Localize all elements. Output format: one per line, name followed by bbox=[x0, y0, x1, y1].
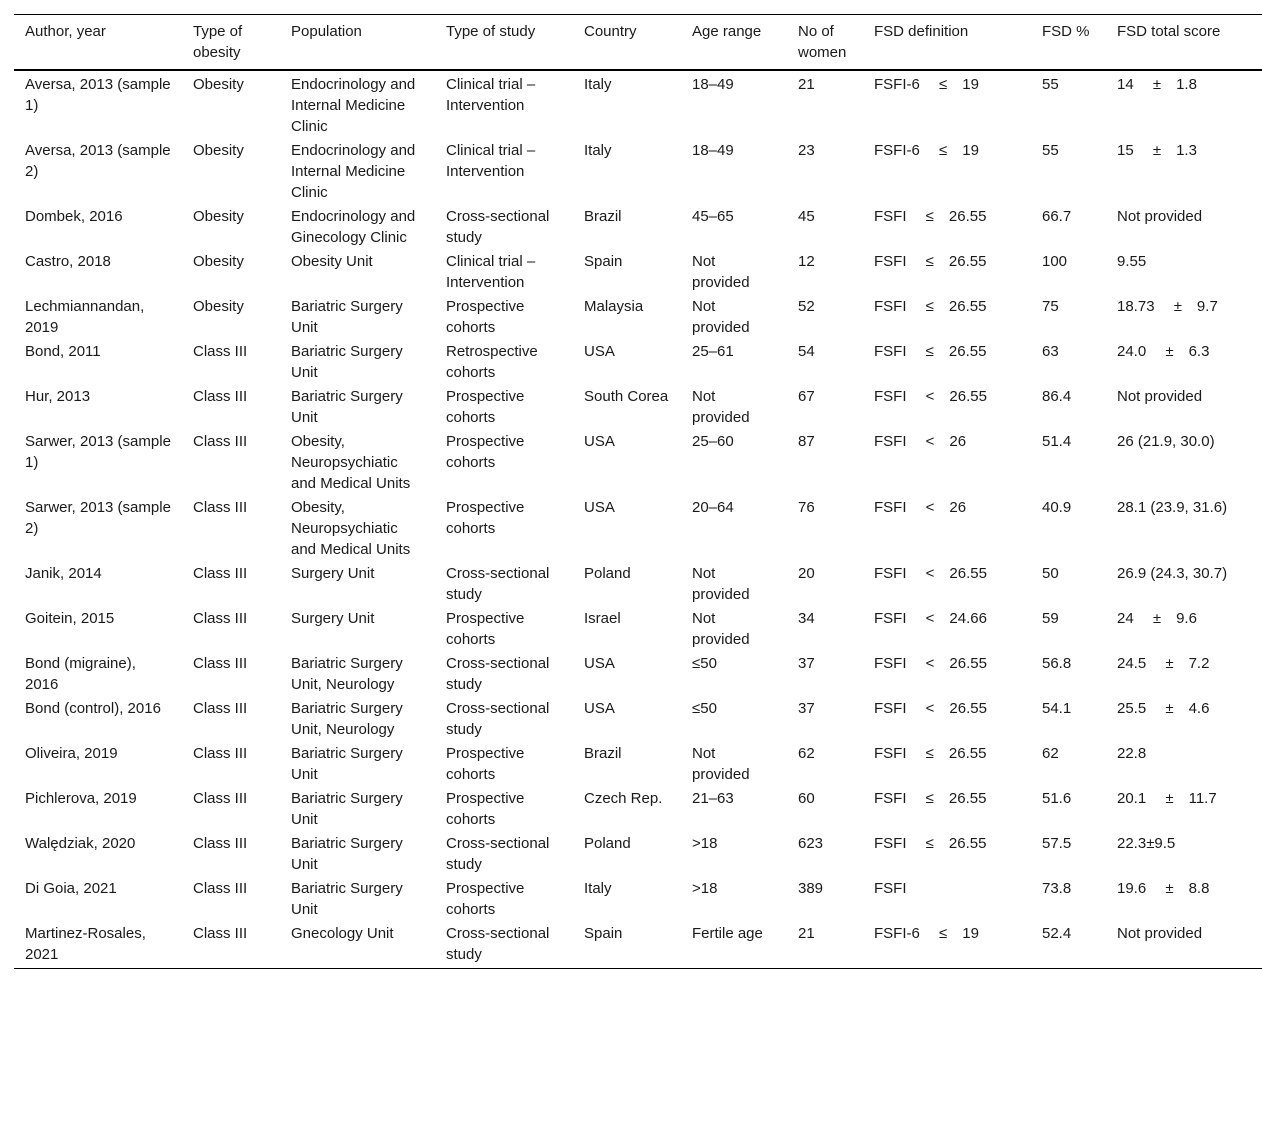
cell-fsd-definition: FSFI-6 ≤ 19 bbox=[863, 921, 1031, 969]
cell-obesity-type: Class III bbox=[193, 388, 248, 405]
cell-fsd-definition: FSFI ≤ 26.55 bbox=[874, 343, 987, 360]
cell-author: Hur, 2013 bbox=[25, 388, 91, 405]
cell-country: South Corea bbox=[584, 388, 669, 405]
cell-obesity-type: Class III bbox=[193, 343, 248, 360]
table-row bbox=[14, 138, 1262, 204]
table-row bbox=[14, 786, 1262, 831]
cell-women-count: 87 bbox=[798, 433, 815, 450]
cell-country: Poland bbox=[584, 565, 631, 582]
cell-women-count: 54 bbox=[798, 343, 815, 360]
cell-women-count: 67 bbox=[798, 388, 815, 405]
cell-fsd-definition: FSFI < 26.55 bbox=[874, 655, 987, 672]
cell-obesity-type: Obesity bbox=[193, 298, 244, 315]
cell-population: Surgery Unit bbox=[291, 565, 375, 582]
cell-age-range: ≤50 bbox=[692, 700, 717, 717]
header-fsd-percent: FSD % bbox=[1031, 15, 1106, 71]
cell-obesity-type: Class III bbox=[193, 499, 248, 516]
cell-women-count: 52 bbox=[798, 298, 815, 315]
table-row bbox=[14, 741, 1262, 786]
cell-country: Italy bbox=[584, 142, 612, 159]
cell-fsd-percent: 59 bbox=[1042, 610, 1059, 627]
cell-fsd-percent: 75 bbox=[1042, 298, 1059, 315]
cell-study-type: Clinical trial – Intervention bbox=[446, 76, 536, 114]
cell-fsd-definition: FSFI < 26.55 bbox=[874, 700, 987, 717]
cell-age-range: 18–49 bbox=[692, 76, 734, 93]
table-row bbox=[14, 561, 1262, 606]
cell-women-count: 60 bbox=[798, 790, 815, 807]
cell-fsd-definition: FSFI bbox=[874, 880, 907, 897]
cell-author: Lechmiannandan, 2019 bbox=[25, 298, 145, 336]
cell-study-type: Prospective cohorts bbox=[446, 388, 525, 426]
cell-fsd-score: 19.6 ± 8.8 bbox=[1117, 880, 1210, 897]
table-row bbox=[14, 696, 1262, 741]
cell-author: Bond (control), 2016 bbox=[25, 700, 161, 717]
cell-women-count: 23 bbox=[798, 142, 815, 159]
cell-obesity-type: Class III bbox=[193, 610, 248, 627]
cell-population: Bariatric Surgery Unit bbox=[291, 790, 403, 828]
cell-fsd-score: 24.0 ± 6.3 bbox=[1117, 343, 1210, 360]
cell-fsd-percent: 56.8 bbox=[1042, 655, 1072, 672]
table-row bbox=[14, 339, 1262, 384]
header-row bbox=[14, 15, 1262, 71]
header-obesity-type: Type of obesity bbox=[182, 15, 280, 71]
cell-fsd-score: 25.5 ± 4.6 bbox=[1117, 700, 1210, 717]
cell-population: Bariatric Surgery Unit, Neurology bbox=[291, 655, 403, 693]
cell-fsd-score: 15 ± 1.3 bbox=[1117, 142, 1197, 159]
cell-women-count: 37 bbox=[798, 655, 815, 672]
cell-country: Poland bbox=[584, 835, 631, 852]
cell-author: Di Goia, 2021 bbox=[25, 880, 117, 897]
cell-author: Dombek, 2016 bbox=[25, 208, 123, 225]
cell-women-count: 34 bbox=[798, 610, 815, 627]
table-row bbox=[14, 606, 1262, 651]
cell-author: Janik, 2014 bbox=[25, 565, 102, 582]
cell-country: Italy bbox=[584, 880, 612, 897]
table-row bbox=[14, 204, 1262, 249]
cell-fsd-percent: 50 bbox=[1042, 565, 1059, 582]
cell-age-range: >18 bbox=[692, 880, 718, 897]
cell-fsd-definition: FSFI-6 ≤ 19 bbox=[874, 142, 979, 159]
cell-age-range: 21–63 bbox=[692, 790, 734, 807]
cell-fsd-percent: 51.4 bbox=[1042, 433, 1072, 450]
cell-fsd-definition: FSFI < 24.66 bbox=[874, 610, 987, 627]
cell-fsd-score: 14 ± 1.8 bbox=[1117, 76, 1197, 93]
cell-study-type: Clinical trial – Intervention bbox=[446, 142, 536, 180]
table-row bbox=[14, 921, 1262, 969]
cell-fsd-percent: 40.9 bbox=[1042, 499, 1072, 516]
table-row bbox=[14, 876, 1262, 921]
cell-country: Brazil bbox=[584, 745, 622, 762]
cell-women-count: 623 bbox=[798, 835, 824, 852]
cell-country: Czech Rep. bbox=[584, 790, 663, 807]
cell-fsd-score: Not provided bbox=[1117, 388, 1203, 405]
cell-author: Bond (migraine), 2016 bbox=[25, 655, 136, 693]
cell-age-range: 25–60 bbox=[692, 433, 734, 450]
cell-fsd-definition: FSFI ≤ 26.55 bbox=[874, 298, 987, 315]
cell-women-count: 20 bbox=[798, 565, 815, 582]
cell-age-range: Fertile age bbox=[681, 921, 787, 969]
table-row bbox=[14, 294, 1262, 339]
cell-age-range: Not provided bbox=[692, 610, 750, 648]
cell-obesity-type: Class III bbox=[193, 790, 248, 807]
cell-population: Bariatric Surgery Unit bbox=[291, 745, 403, 783]
cell-study-type: Prospective cohorts bbox=[446, 880, 525, 918]
cell-fsd-definition: FSFI ≤ 26.55 bbox=[874, 790, 987, 807]
cell-population: Bariatric Surgery Unit bbox=[291, 388, 403, 426]
cell-fsd-score: 22.8 bbox=[1117, 745, 1147, 762]
cell-study-type: Cross-sectional study bbox=[446, 208, 550, 246]
cell-study-type: Prospective cohorts bbox=[446, 433, 525, 471]
cell-age-range: Not provided bbox=[692, 745, 750, 783]
cell-author: Aversa, 2013 (sample 1) bbox=[25, 76, 171, 114]
cell-population: Surgery Unit bbox=[291, 610, 375, 627]
cell-age-range: Not provided bbox=[692, 388, 750, 426]
cell-author: Castro, 2018 bbox=[25, 253, 111, 270]
cell-fsd-score: 18.73 ± 9.7 bbox=[1117, 298, 1218, 315]
cell-fsd-definition: FSFI ≤ 26.55 bbox=[874, 745, 987, 762]
cell-population: Endocrinology and Internal Medicine Clinic bbox=[291, 76, 416, 135]
header-study-type: Type of study bbox=[435, 15, 573, 71]
header-author: Author, year bbox=[14, 15, 182, 71]
cell-author: Oliveira, 2019 bbox=[25, 745, 118, 762]
cell-fsd-score: 24.5 ± 7.2 bbox=[1117, 655, 1210, 672]
cell-women-count: 12 bbox=[798, 253, 815, 270]
table-body bbox=[14, 70, 1262, 969]
cell-population: Bariatric Surgery Unit bbox=[291, 880, 403, 918]
cell-obesity-type: Class III bbox=[193, 835, 248, 852]
header-fsd-definition: FSD definition bbox=[863, 15, 1031, 71]
cell-author: Pichlerova, 2019 bbox=[25, 790, 137, 807]
cell-obesity-type: Class III bbox=[193, 880, 248, 897]
cell-fsd-percent: 73.8 bbox=[1042, 880, 1072, 897]
cell-fsd-percent: 54.1 bbox=[1042, 700, 1072, 717]
cell-fsd-definition: FSFI < 26 bbox=[874, 499, 967, 516]
studies-table bbox=[14, 14, 1262, 969]
table-row bbox=[14, 831, 1262, 876]
cell-study-type: Prospective cohorts bbox=[446, 499, 525, 537]
cell-fsd-score: 26 (21.9, 30.0) bbox=[1117, 433, 1215, 450]
cell-population: Obesity, Neuropsychiatic and Medical Units bbox=[291, 499, 411, 558]
cell-obesity-type: Obesity bbox=[193, 142, 244, 159]
cell-fsd-definition: FSFI-6 ≤ 19 bbox=[874, 76, 979, 93]
cell-fsd-percent: 55 bbox=[1042, 142, 1059, 159]
cell-women-count: 62 bbox=[798, 745, 815, 762]
cell-population: Bariatric Surgery Unit bbox=[291, 835, 403, 873]
cell-country: USA bbox=[584, 499, 615, 516]
cell-obesity-type: Class III bbox=[193, 745, 248, 762]
header-population: Population bbox=[280, 15, 435, 71]
cell-obesity-type: Obesity bbox=[193, 76, 244, 93]
cell-fsd-percent: 51.6 bbox=[1042, 790, 1072, 807]
cell-fsd-definition: FSFI ≤ 26.55 bbox=[874, 208, 987, 225]
cell-age-range: >18 bbox=[692, 835, 718, 852]
cell-country: USA bbox=[584, 433, 615, 450]
table-row bbox=[14, 429, 1262, 495]
cell-author: Martinez-Rosales, 2021 bbox=[14, 921, 182, 969]
cell-age-range: 25–61 bbox=[692, 343, 734, 360]
cell-study-type: Retrospective cohorts bbox=[446, 343, 538, 381]
cell-fsd-percent: 63 bbox=[1042, 343, 1059, 360]
table-row bbox=[14, 249, 1262, 294]
cell-population: Obesity, Neuropsychiatic and Medical Units bbox=[291, 433, 411, 492]
cell-country: Malaysia bbox=[584, 298, 644, 315]
cell-study-type: Cross-sectional study bbox=[446, 835, 550, 873]
table-row bbox=[14, 651, 1262, 696]
cell-population: Endocrinology and Ginecology Clinic bbox=[291, 208, 416, 246]
header-fsd-score: FSD total score bbox=[1106, 15, 1262, 71]
cell-fsd-score: 28.1 (23.9, 31.6) bbox=[1117, 499, 1228, 516]
cell-women-count: 389 bbox=[798, 880, 824, 897]
cell-fsd-percent: 57.5 bbox=[1042, 835, 1072, 852]
cell-study-type: Cross-sectional study bbox=[435, 921, 573, 969]
cell-country: Brazil bbox=[584, 208, 622, 225]
cell-country: Spain bbox=[584, 253, 623, 270]
cell-fsd-percent: 52.4 bbox=[1031, 921, 1106, 969]
cell-fsd-score: 22.3±9.5 bbox=[1117, 835, 1176, 852]
cell-fsd-score: Not provided bbox=[1117, 208, 1203, 225]
cell-age-range: 45–65 bbox=[692, 208, 734, 225]
cell-age-range: ≤50 bbox=[692, 655, 717, 672]
table-row bbox=[14, 70, 1262, 138]
cell-country: Spain bbox=[573, 921, 681, 969]
header-women-count: No of women bbox=[787, 15, 863, 71]
cell-author: Walędziak, 2020 bbox=[25, 835, 136, 852]
cell-population: Obesity Unit bbox=[291, 253, 373, 270]
cell-study-type: Cross-sectional study bbox=[446, 655, 550, 693]
cell-fsd-score: 26.9 (24.3, 30.7) bbox=[1117, 565, 1228, 582]
cell-author: Sarwer, 2013 (sample 2) bbox=[25, 499, 171, 537]
cell-country: USA bbox=[584, 655, 615, 672]
cell-population: Gnecology Unit bbox=[280, 921, 435, 969]
cell-obesity-type: Class III bbox=[193, 655, 248, 672]
cell-population: Bariatric Surgery Unit, Neurology bbox=[291, 700, 403, 738]
cell-population: Bariatric Surgery Unit bbox=[291, 298, 403, 336]
cell-study-type: Prospective cohorts bbox=[446, 745, 525, 783]
cell-women-count: 76 bbox=[798, 499, 815, 516]
cell-fsd-percent: 62 bbox=[1042, 745, 1059, 762]
cell-author: Aversa, 2013 (sample 2) bbox=[25, 142, 171, 180]
cell-women-count: 37 bbox=[798, 700, 815, 717]
cell-age-range: Not provided bbox=[692, 298, 750, 336]
cell-fsd-definition: FSFI < 26.55 bbox=[874, 565, 987, 582]
header-country: Country bbox=[573, 15, 681, 71]
cell-study-type: Cross-sectional study bbox=[446, 565, 550, 603]
cell-women-count: 21 bbox=[787, 921, 863, 969]
cell-study-type: Cross-sectional study bbox=[446, 700, 550, 738]
cell-population: Bariatric Surgery Unit bbox=[291, 343, 403, 381]
cell-age-range: 18–49 bbox=[692, 142, 734, 159]
cell-age-range: Not provided bbox=[692, 565, 750, 603]
cell-age-range: 20–64 bbox=[692, 499, 734, 516]
cell-fsd-percent: 100 bbox=[1042, 253, 1068, 270]
cell-fsd-definition: FSFI ≤ 26.55 bbox=[874, 835, 987, 852]
cell-fsd-score: Not provided bbox=[1106, 921, 1262, 969]
cell-fsd-score: 20.1 ± 11.7 bbox=[1117, 790, 1217, 807]
cell-age-range: Not provided bbox=[692, 253, 750, 291]
cell-country: Israel bbox=[584, 610, 621, 627]
table-row bbox=[14, 495, 1262, 561]
cell-fsd-score: 9.55 bbox=[1117, 253, 1147, 270]
cell-obesity-type: Class III bbox=[193, 565, 248, 582]
cell-study-type: Clinical trial – Intervention bbox=[446, 253, 536, 291]
cell-study-type: Prospective cohorts bbox=[446, 610, 525, 648]
cell-fsd-definition: FSFI ≤ 26.55 bbox=[874, 253, 987, 270]
cell-obesity-type: Obesity bbox=[193, 208, 244, 225]
cell-obesity-type: Class III bbox=[193, 700, 248, 717]
cell-study-type: Prospective cohorts bbox=[446, 790, 525, 828]
cell-obesity-type: Obesity bbox=[193, 253, 244, 270]
cell-obesity-type: Class III bbox=[182, 921, 280, 969]
table-row bbox=[14, 384, 1262, 429]
cell-fsd-score: 24 ± 9.6 bbox=[1117, 610, 1197, 627]
cell-population: Endocrinology and Internal Medicine Clinic bbox=[291, 142, 416, 201]
cell-fsd-percent: 66.7 bbox=[1042, 208, 1072, 225]
cell-obesity-type: Class III bbox=[193, 433, 248, 450]
cell-country: USA bbox=[584, 343, 615, 360]
cell-author: Goitein, 2015 bbox=[25, 610, 115, 627]
cell-study-type: Prospective cohorts bbox=[446, 298, 525, 336]
cell-country: USA bbox=[584, 700, 615, 717]
cell-fsd-definition: FSFI < 26 bbox=[874, 433, 967, 450]
cell-author: Bond, 2011 bbox=[25, 343, 101, 360]
cell-fsd-percent: 55 bbox=[1042, 76, 1059, 93]
cell-author: Sarwer, 2013 (sample 1) bbox=[25, 433, 171, 471]
header-age-range: Age range bbox=[681, 15, 787, 71]
cell-fsd-definition: FSFI < 26.55 bbox=[874, 388, 987, 405]
cell-country: Italy bbox=[584, 76, 612, 93]
table-container bbox=[14, 14, 1262, 969]
cell-women-count: 45 bbox=[798, 208, 815, 225]
cell-fsd-percent: 86.4 bbox=[1042, 388, 1072, 405]
cell-women-count: 21 bbox=[798, 76, 815, 93]
